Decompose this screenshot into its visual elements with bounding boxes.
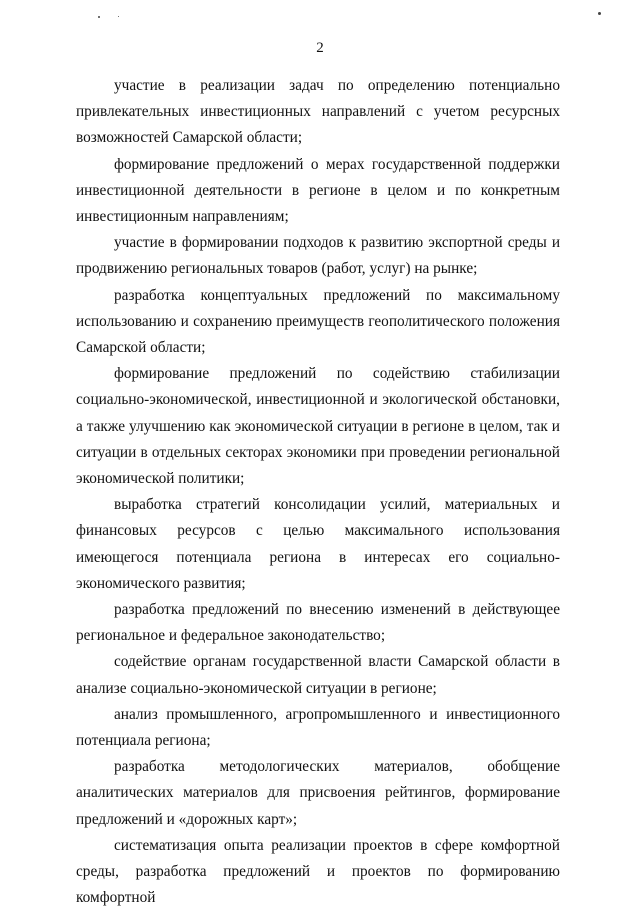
scan-speck	[118, 16, 119, 17]
page-number: 2	[316, 40, 324, 56]
paragraph: выработка стратегий консолидации усилий, материальных и финансовых ресурсов с целью максимального использования имеющегося потенциала региона в интересах его социально-экономического развития;	[76, 496, 560, 592]
scan-speck	[98, 16, 100, 18]
paragraph: участие в формировании подходов к развитию экспортной среды и продвижению региональных товаров (работ, услуг) на рынке;	[76, 234, 560, 278]
paragraph: содействие органам государственной власти Самарской области в анализе социально-экономической ситуации в регионе;	[76, 653, 560, 697]
paragraph: участие в реализации задач по определению потенциально привлекательных инвестиционных направлений с учетом ресурсных возможностей Самарской области;	[76, 77, 560, 147]
paragraph: разработка концептуальных предложений по максимальному использованию и сохранению преимуществ геополитического положения Самарской области;	[76, 286, 560, 357]
body-text	[76, 73, 560, 912]
paragraph: разработка методологических материалов, обобщение аналитических материалов для присвоения рейтингов, формирование предложений и «дорожных карт»;	[76, 758, 560, 828]
paragraph: анализ промышленного, агропромышленного и инвестиционного потенциала региона;	[76, 705, 560, 750]
paragraph: формирование предложений о мерах государственной поддержки инвестиционной деятельности в регионе в целом и по конкретным инвестиционным направлениям;	[76, 155, 560, 226]
paragraph: систематизация опыта реализации проектов в сфере комфортной среды, разработка предложений и проектов по формированию комфортной	[76, 836, 560, 907]
paragraph: разработка предложений по внесению изменений в действующее региональное и федеральное законодательство;	[76, 601, 560, 645]
paragraph: формирование предложений по содействию стабилизации социально-экономической, инвестиционной и экологической обстановки, а также улучшению как экономической ситуации в регионе в целом, так и ситуации в отдельных секторах экономики при проведении региональной экономической политики;	[76, 365, 560, 488]
scan-speck	[598, 12, 601, 15]
